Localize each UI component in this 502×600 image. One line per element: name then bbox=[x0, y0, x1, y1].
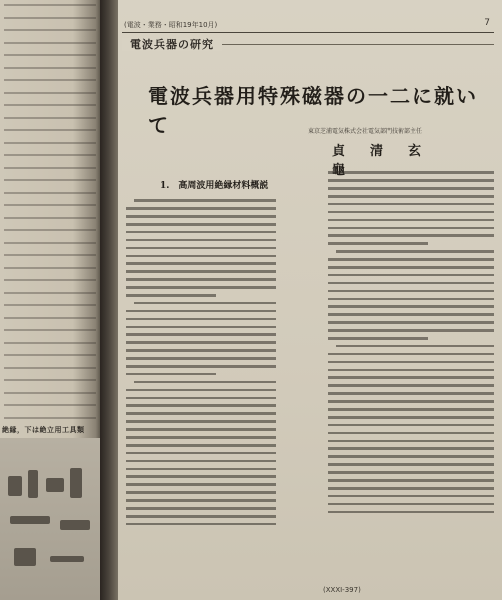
page-folio: (XXXI-397) bbox=[323, 586, 361, 594]
header-rule bbox=[122, 32, 494, 33]
series-label bbox=[122, 36, 494, 52]
article-title: 電波兵器用特殊磁器の一二に就いて bbox=[148, 84, 478, 137]
body-column-right bbox=[328, 166, 494, 570]
facing-page-text bbox=[4, 4, 96, 429]
author-name: 貞 清 玄 bbox=[332, 144, 428, 159]
components-photo bbox=[0, 438, 100, 600]
photo-caption: 絶縁，下は絶立用工具類 bbox=[2, 426, 85, 434]
article-page bbox=[118, 0, 502, 600]
facing-page bbox=[0, 0, 104, 600]
author-affiliation: 東京芝浦電気株式会社電気部門技術部主任 bbox=[308, 128, 423, 135]
section-heading: 1. 高周波用絶縁材料概説 bbox=[160, 181, 269, 191]
running-head bbox=[124, 20, 494, 30]
body-column-left bbox=[126, 194, 276, 586]
page-number: 7 bbox=[484, 18, 490, 28]
series-label-text: 電波兵器の研究 bbox=[122, 38, 222, 51]
running-head-text: (電波・業務・昭和19年10月) bbox=[124, 21, 218, 29]
